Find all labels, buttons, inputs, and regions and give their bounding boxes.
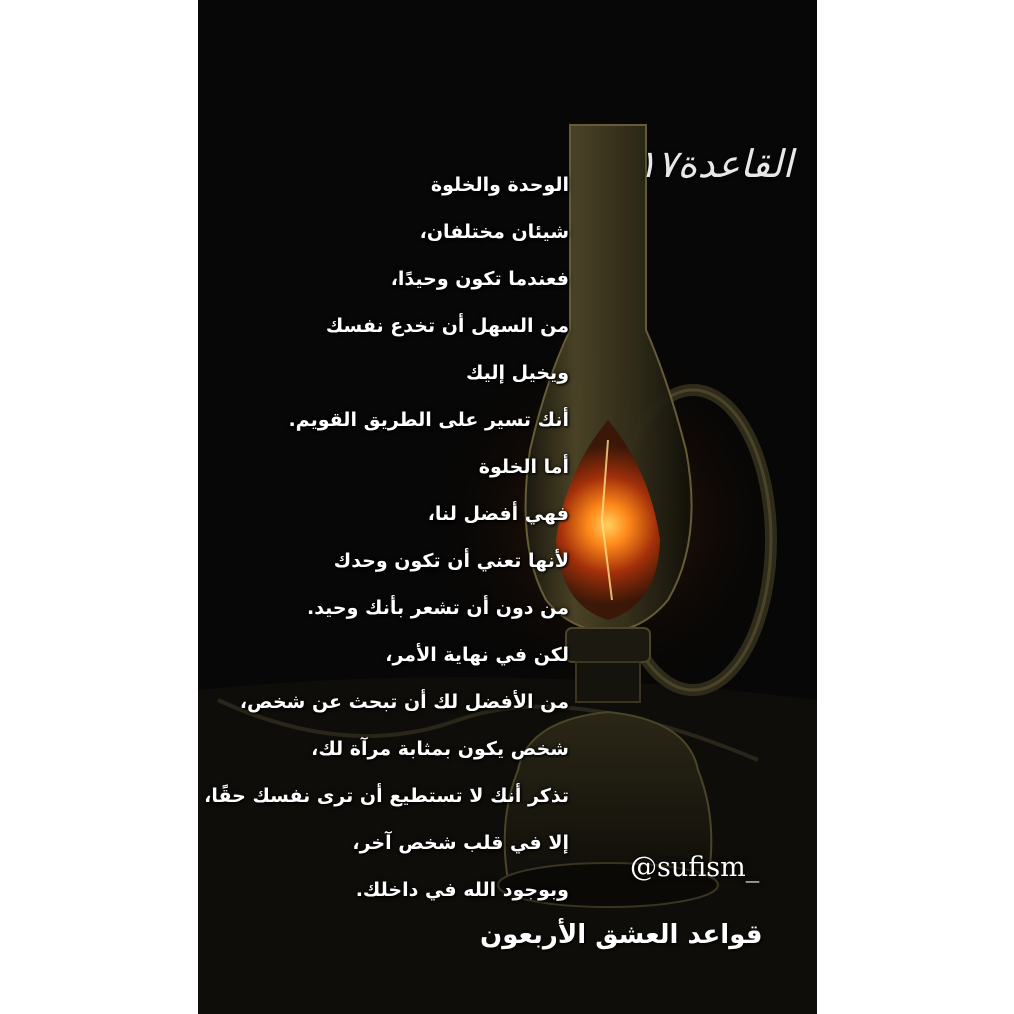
poem-line: من الأفضل لك أن تبحث عن شخص، bbox=[239, 691, 569, 713]
poem-line: لكن في نهاية الأمر، bbox=[385, 644, 569, 666]
book-title: قواعد العشق الأربعون bbox=[480, 920, 763, 950]
poem-line: أنك تسير على الطريق القويم. bbox=[288, 409, 569, 431]
poem-line: أما الخلوة bbox=[478, 456, 569, 478]
poem-line: شيئان مختلفان، bbox=[419, 221, 569, 243]
poem-line: فهي أفضل لنا، bbox=[427, 503, 569, 525]
poem-line: تذكر أنك لا تستطيع أن ترى نفسك حقًا، bbox=[204, 785, 569, 807]
poem-line: لأنها تعني أن تكون وحدك bbox=[333, 550, 569, 572]
poem-text bbox=[204, 162, 569, 914]
poem-line: من دون أن تشعر بأنك وحيد. bbox=[306, 597, 569, 619]
poem-line: إلا في قلب شخص آخر، bbox=[352, 832, 569, 854]
poem-line: شخص يكون بمثابة مرآة لك، bbox=[311, 738, 569, 760]
rule-number-title: القاعدة١٧ bbox=[636, 142, 793, 186]
author-handle: @sufism_ bbox=[630, 852, 760, 883]
poem-line: من السهل أن تخدع نفسك bbox=[325, 315, 569, 337]
poem-line: وبوجود الله في داخلك. bbox=[355, 879, 569, 901]
poem-line: ويخيل إليك bbox=[465, 362, 569, 384]
poem-line: الوحدة والخلوة bbox=[430, 174, 569, 196]
lamp-collar bbox=[566, 628, 650, 662]
poem-line: فعندما تكون وحيدًا، bbox=[390, 268, 569, 290]
image-frame bbox=[198, 0, 817, 1014]
